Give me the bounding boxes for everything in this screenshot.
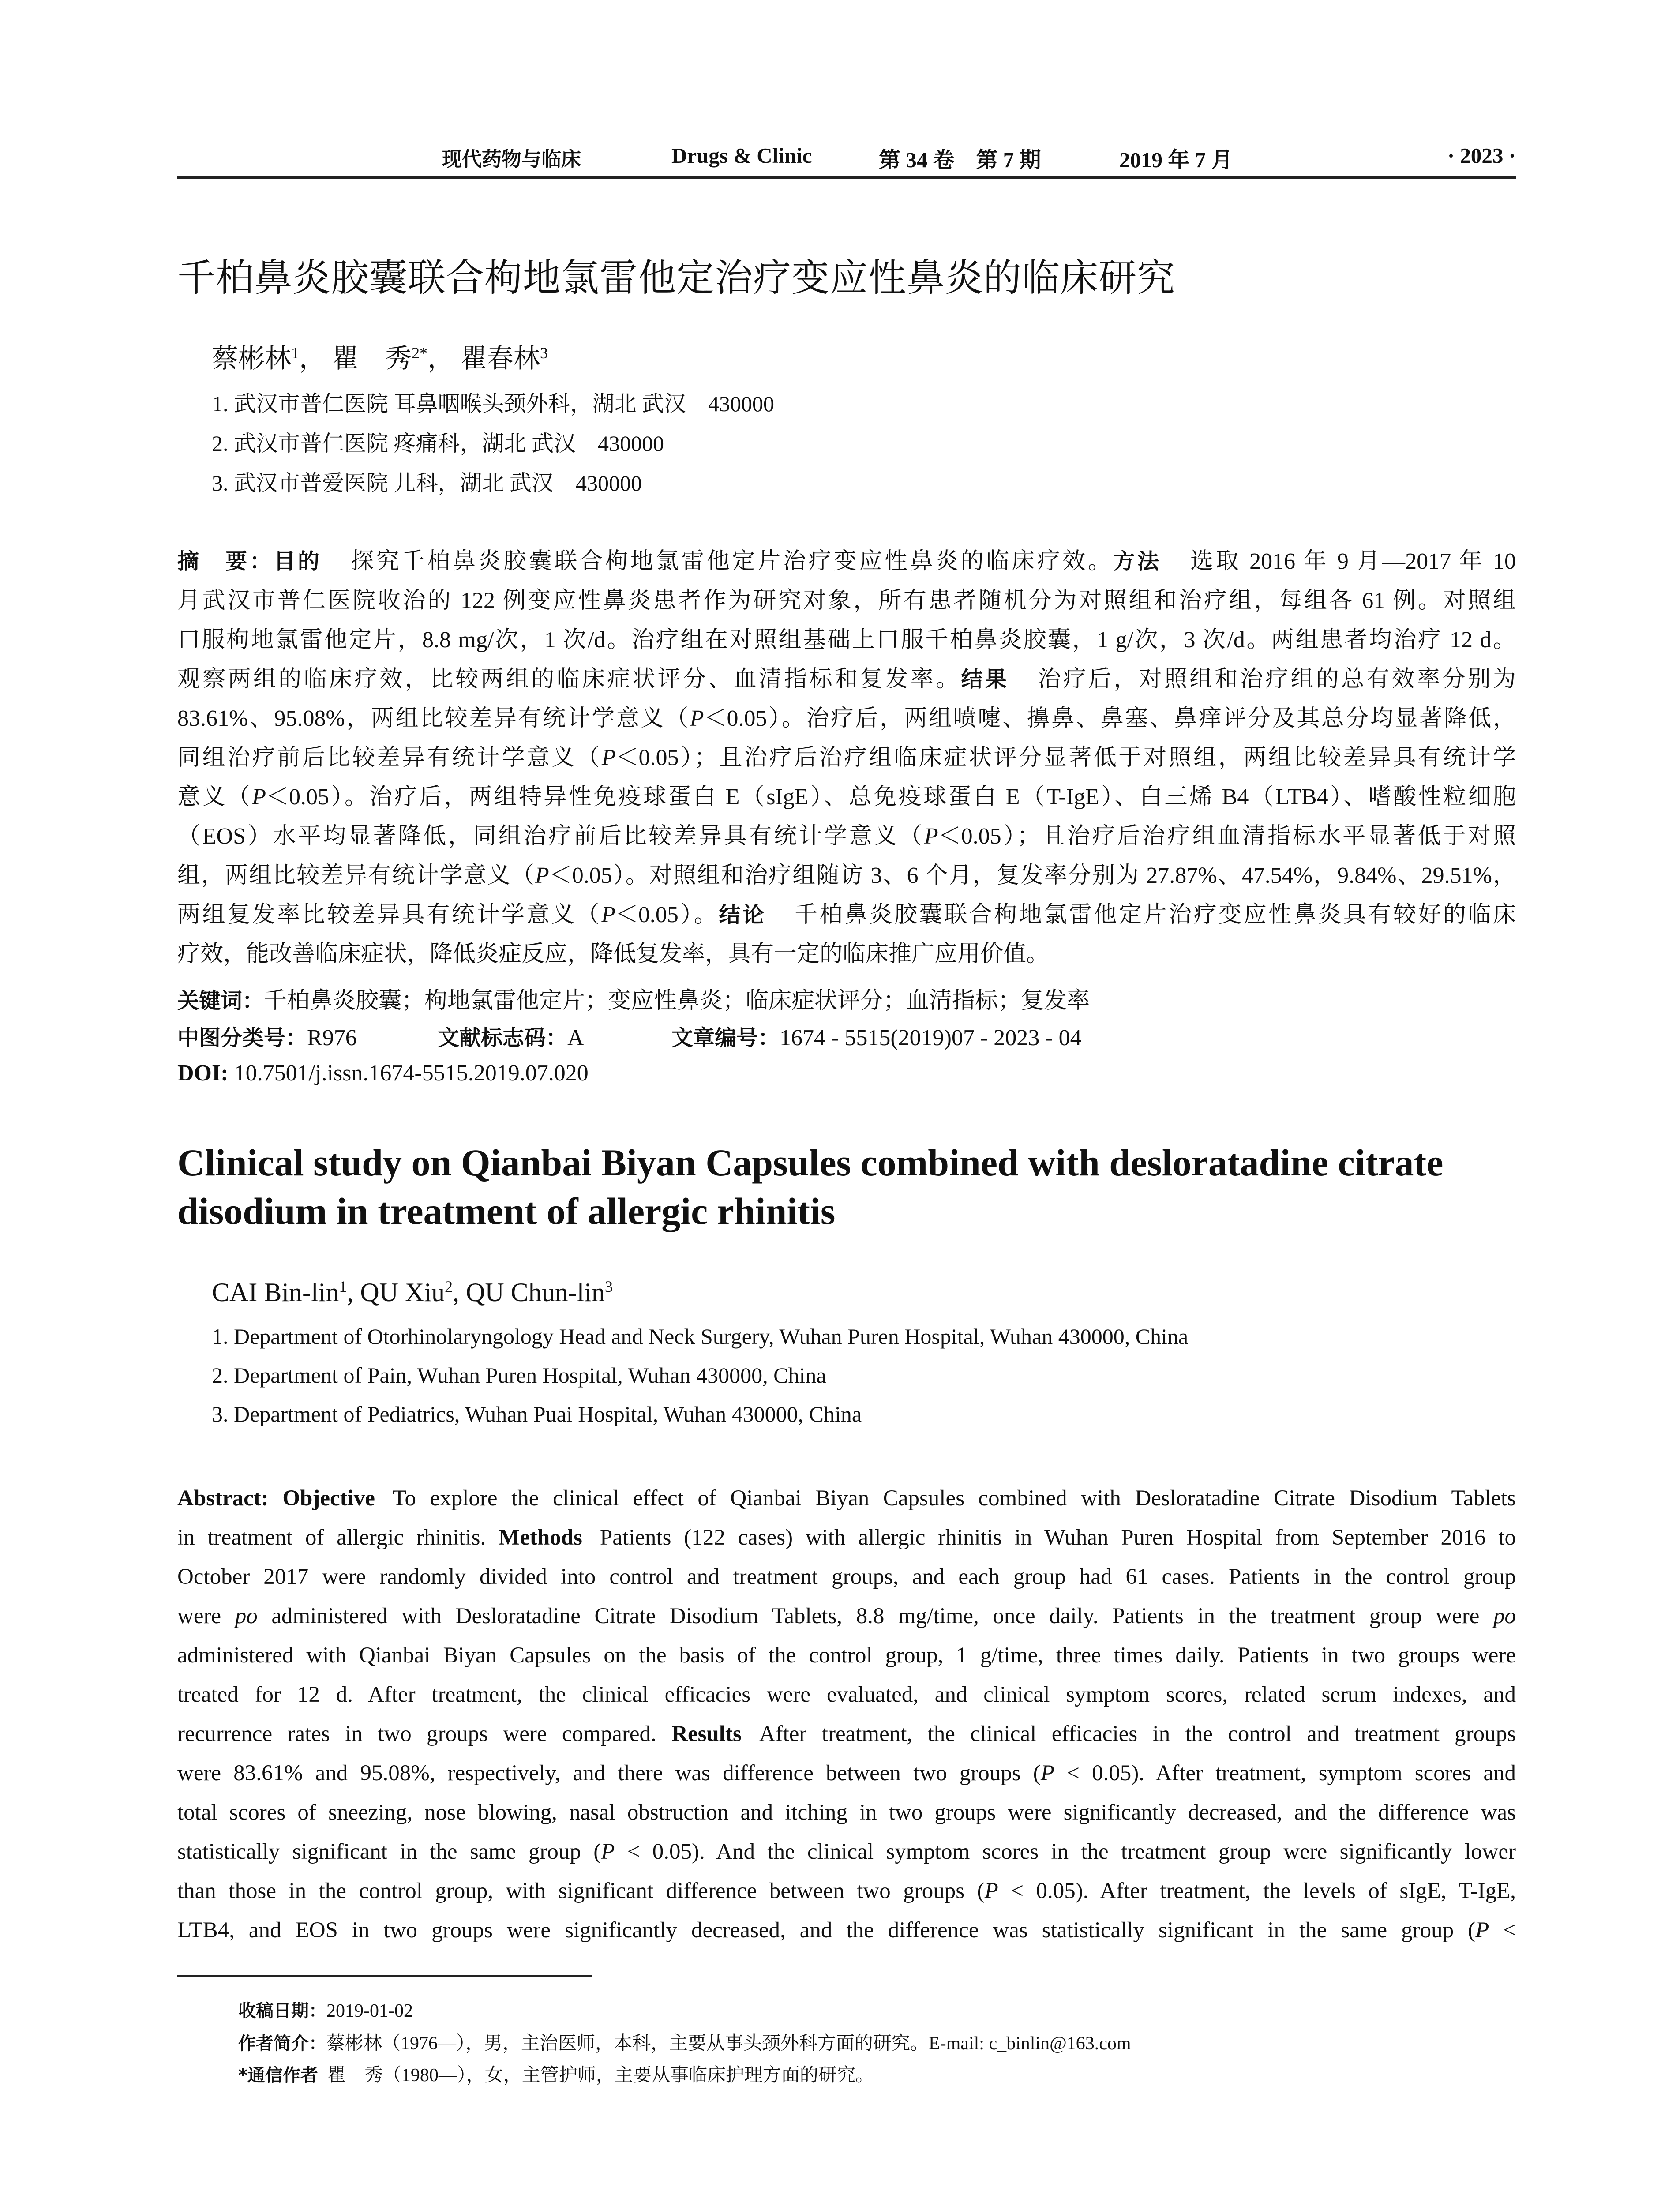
clc-label: 中图分类号： — [177, 1025, 308, 1050]
cn-abstract-line — [177, 699, 1516, 738]
issue-date: 2019 年 7 月 — [1119, 148, 1233, 172]
header-rule — [177, 176, 1516, 179]
cn-abstract-line — [177, 856, 1516, 895]
en-title: Clinical study on Qianbai Biyan Capsules combined with desloratadine citrate disodium in treatment of allergic rhinitis — [177, 1141, 1444, 1232]
cn-abstract-text: 治疗后，对照组和治疗组的总有效率分别为 — [1035, 667, 1516, 692]
cn-abstract-text: 选取 2016 年 9 月—2017 年 10 — [1188, 549, 1516, 574]
cn-affiliation: 1. 武汉市普仁医院 耳鼻咽喉头颈外科，湖北 武汉 430000 — [212, 391, 774, 416]
keywords-text: 千柏鼻炎胶囊；枸地氯雷他定片；变应性鼻炎；临床症状评分；血清指标；复发率 — [264, 988, 1090, 1013]
en-abstract-text: < 0.05). And the clinical symptom scores in the treatment group were significantly lower — [615, 1839, 1516, 1864]
en-abstract-line: October 2017 were randomly divided into control and treatment groups, and each group had 61 cases. Patients in the control group — [177, 1564, 1516, 1589]
en-abstract-text: statistically significant in the same group ( — [177, 1839, 601, 1864]
cn-authors: 蔡彬林$^1$， 瞿 秀$^{2*}$， 瞿春林$^3$ — [212, 344, 548, 373]
cn-abstract-line — [177, 895, 1516, 934]
en-abstract-text: recurrence rates in two groups were compared. — [177, 1722, 656, 1746]
en-abstract-line — [177, 1832, 1516, 1872]
cn-abstract-line: 月武汉市普仁医院收治的 122 例变应性鼻炎患者作为研究对象，所有患者随机分为对照组和治疗组，每组各 61 例。对照组 — [177, 588, 1516, 613]
cn-abstract-line — [177, 660, 1516, 699]
volume-issue: 第 34 卷 第 7 期 — [879, 148, 1041, 172]
en-abstract-text: To explore the clinical effect of Qianbai Biyan Capsules combined with Desloratadine Citrate Disodium Tablets — [392, 1486, 1516, 1511]
footnote-corresponding — [238, 2060, 874, 2087]
cn-abstract-text: ＜0.05）。治疗后，两组喷嚏、擤鼻、鼻塞、鼻痒评分及其总分均显著降低， — [704, 706, 1516, 731]
clc-value: R976 — [307, 1025, 357, 1050]
doi-label: DOI: — [177, 1061, 229, 1086]
po-abbrev: po — [1493, 1604, 1516, 1628]
en-abstract-line: treated for 12 d. After treatment, the clinical efficacies were evaluated, and clinical symptom scores, related serum indexes, and — [177, 1682, 1516, 1707]
en-abstract-text: were — [177, 1604, 221, 1628]
en-abstract-line: administered with Qianbai Biyan Capsules on the basis of the control group, 1 g/time, three times daily. Patients in two groups were — [177, 1643, 1516, 1668]
cn-abstract-line — [177, 777, 1516, 817]
doc-code-label: 文献标志码： — [438, 1025, 568, 1050]
cn-abstract-line — [177, 817, 1516, 856]
cn-abstract-line: 口服枸地氯雷他定片，8.8 mg/次，1 次/d。治疗组在对照组基础上口服千柏鼻炎胶囊，1 g/次，3 次/d。两组患者均治疗 12 d。 — [177, 627, 1516, 653]
cn-abstract — [177, 542, 1516, 974]
article-no-value: 1674 - 5515(2019)07 - 2023 - 04 — [780, 1025, 1082, 1050]
cn-abstract-text: ＜0.05）。对照组和治疗组随访 3、6 个月，复发率分别为 27.87%、47.54%，9.84%、29.51%， — [549, 863, 1516, 888]
doi-line — [177, 1060, 589, 1086]
en-abstract — [177, 1479, 1516, 1950]
p-symbol: P — [252, 784, 266, 810]
en-affiliation: 1. Department of Otorhinolaryngology Head and Neck Surgery, Wuhan Puren Hospital, Wuhan 430000, China — [212, 1324, 1189, 1349]
p-symbol: P — [924, 824, 938, 849]
po-abbrev: po — [235, 1604, 258, 1628]
received-date: 2019-01-02 — [326, 2001, 413, 2021]
doi-value: 10.7501/j.issn.1674-5515.2019.07.020 — [234, 1061, 589, 1086]
running-header — [177, 140, 1516, 176]
cn-abstract-text: ＜0.05）；且治疗后治疗组血清指标水平显著低于对照 — [938, 824, 1516, 849]
en-author-sup: 2 — [445, 1278, 453, 1295]
cn-abstract-label: 摘 要： — [177, 549, 274, 574]
cn-author-name: 瞿 秀 — [332, 344, 412, 373]
page-number: · 2023 · — [1447, 143, 1516, 168]
footnote-rule — [177, 1975, 592, 1977]
en-methods-label: Methods — [499, 1525, 582, 1550]
en-author-name: QU Xiu — [360, 1278, 445, 1307]
p-symbol: P — [1040, 1761, 1054, 1786]
cn-abstract-text: 同组治疗前后比较差异有统计学意义（ — [177, 745, 602, 770]
p-symbol: P — [690, 706, 704, 731]
cn-author-sup: 1 — [291, 344, 299, 362]
classification-line — [177, 1021, 1082, 1052]
cn-abstract-line: 疗效，能改善临床症状，降低炎症反应，降低复发率，具有一定的临床推广应用价值。 — [177, 942, 1050, 967]
cn-abstract-line — [177, 542, 1516, 581]
cn-abstract-text: 组，两组比较差异有统计学意义（ — [177, 863, 535, 888]
cn-conclusion-label: 结论 — [719, 902, 766, 927]
en-abstract-text: < 0.05). After treatment, the levels of sIgE, T-IgE, — [998, 1879, 1516, 1903]
cn-author-name: 瞿春林 — [461, 344, 540, 373]
en-abstract-text: were 83.61% and 95.08%, respectively, and there was difference between two groups ( — [177, 1761, 1041, 1786]
p-symbol: P — [984, 1879, 998, 1903]
cn-abstract-line — [177, 738, 1516, 777]
en-abstract-text: < — [1489, 1918, 1516, 1943]
author-bio-label: 作者简介： — [238, 2033, 326, 2054]
received-label: 收稿日期： — [238, 2001, 326, 2021]
footnote-author-bio — [238, 2029, 1131, 2055]
doc-code-value: A — [567, 1025, 584, 1050]
journal-name-en: Drugs & Clinic — [671, 143, 812, 168]
en-abstract-text: < 0.05). After treatment, symptom scores and — [1054, 1761, 1516, 1786]
p-symbol: P — [535, 863, 549, 888]
cn-abstract-text: 观察两组的临床疗效，比较两组的临床症状评分、血清指标和复发率。 — [177, 667, 961, 692]
en-abstract-text: Patients (122 cases) with allergic rhinitis in Wuhan Puren Hospital from September 2016 to — [600, 1525, 1516, 1550]
en-author-name: QU Chun-lin — [466, 1278, 605, 1307]
cn-author-name: 蔡彬林 — [212, 344, 291, 373]
cn-abstract-text: ＜0.05）。治疗后，两组特异性免疫球蛋白 E（sIgE）、总免疫球蛋白 E（T-IgE）、白三烯 B4（LTB4）、嗜酸性粒细胞 — [266, 784, 1516, 810]
en-affiliation: 2. Department of Pain, Wuhan Puren Hospital, Wuhan 430000, China — [212, 1363, 826, 1388]
cn-abstract-text: 千柏鼻炎胶囊联合枸地氯雷他定片治疗变应性鼻炎具有较好的临床 — [792, 902, 1516, 927]
cn-objective-label: 目的 — [274, 549, 322, 574]
en-author-sup: 3 — [605, 1278, 613, 1295]
en-abstract-line — [177, 1911, 1516, 1950]
en-abstract-line — [177, 1597, 1516, 1636]
author-bio-text: 蔡彬林（1976—），男，主治医师，本科，主要从事头颈外科方面的研究。E-mail: c_binlin@163.com — [326, 2033, 1131, 2054]
cn-methods-label: 方法 — [1113, 549, 1162, 574]
en-abstract-text: administered with Desloratadine Citrate Disodium Tablets, 8.8 mg/time, once daily. Patients in the treatment group were — [271, 1604, 1480, 1628]
en-abstract-line — [177, 1715, 1516, 1754]
footnote-received — [238, 1997, 413, 2022]
en-abstract-text: LTB4, and EOS in two groups were significantly decreased, and the difference was statistically significant in the same group ( — [177, 1918, 1476, 1943]
cn-abstract-text: （EOS）水平均显著降低，同组治疗前后比较差异具有统计学意义（ — [177, 824, 924, 849]
p-symbol: P — [601, 902, 615, 927]
p-symbol: P — [1475, 1918, 1489, 1943]
cn-author-sup: 3 — [540, 344, 548, 362]
en-author-sup: 1 — [339, 1278, 347, 1295]
en-affiliation: 3. Department of Pediatrics, Wuhan Puai Hospital, Wuhan 430000, China — [212, 1402, 862, 1426]
en-abstract-line — [177, 1479, 1516, 1518]
en-abstract-label: Abstract: Objective — [177, 1486, 375, 1511]
cn-author-sup: 2* — [412, 344, 428, 362]
article-no-label: 文章编号： — [671, 1025, 780, 1050]
en-abstract-line: total scores of sneezing, nose blowing, nasal obstruction and itching in two groups were significantly decreased, and the difference was — [177, 1800, 1516, 1825]
en-abstract-text: After treatment, the clinical efficacies in the control and treatment groups — [759, 1722, 1516, 1746]
en-authors: CAI Bin-lin$^1$, QU Xiu$^2$, QU Chun-lin$^3$ — [212, 1278, 613, 1307]
en-abstract-line — [177, 1518, 1516, 1557]
cn-abstract-text: ＜0.05）。 — [615, 902, 719, 927]
cn-abstract-text: 两组复发率比较差异具有统计学意义（ — [177, 902, 602, 927]
en-abstract-line — [177, 1754, 1516, 1793]
corresponding-label: *通信作者 — [238, 2065, 318, 2086]
cn-results-label: 结果 — [961, 667, 1009, 692]
p-symbol: P — [601, 745, 616, 770]
cn-title: 千柏鼻炎胶囊联合枸地氯雷他定治疗变应性鼻炎的临床研究 — [177, 256, 1175, 300]
journal-name-cn: 现代药物与临床 — [442, 147, 581, 171]
en-results-label: Results — [671, 1722, 742, 1746]
en-abstract-line — [177, 1872, 1516, 1911]
en-abstract-text: in treatment of allergic rhinitis. — [177, 1525, 486, 1550]
cn-abstract-text: ＜0.05）；且治疗后治疗组临床症状评分显著低于对照组，两组比较差异具有统计学 — [615, 745, 1516, 770]
keywords-label: 关键词： — [177, 988, 264, 1013]
p-symbol: P — [601, 1839, 615, 1864]
keywords — [177, 982, 1090, 1015]
en-author-name: CAI Bin-lin — [212, 1278, 339, 1307]
cn-abstract-text: 意义（ — [177, 784, 252, 810]
en-abstract-text: than those in the control group, with significant difference between two groups ( — [177, 1879, 985, 1903]
cn-affiliation: 3. 武汉市普爱医院 儿科，湖北 武汉 430000 — [212, 471, 642, 495]
cn-abstract-text: 探究千柏鼻炎胶囊联合枸地氯雷他定片治疗变应性鼻炎的临床疗效。 — [348, 549, 1114, 574]
cn-affiliation: 2. 武汉市普仁医院 疼痛科，湖北 武汉 430000 — [212, 431, 664, 456]
cn-abstract-text: 83.61%、95.08%，两组比较差异有统计学意义（ — [177, 706, 690, 731]
corresponding-text: 瞿 秀（1980—），女，主管护师，主要从事临床护理方面的研究。 — [327, 2065, 874, 2086]
